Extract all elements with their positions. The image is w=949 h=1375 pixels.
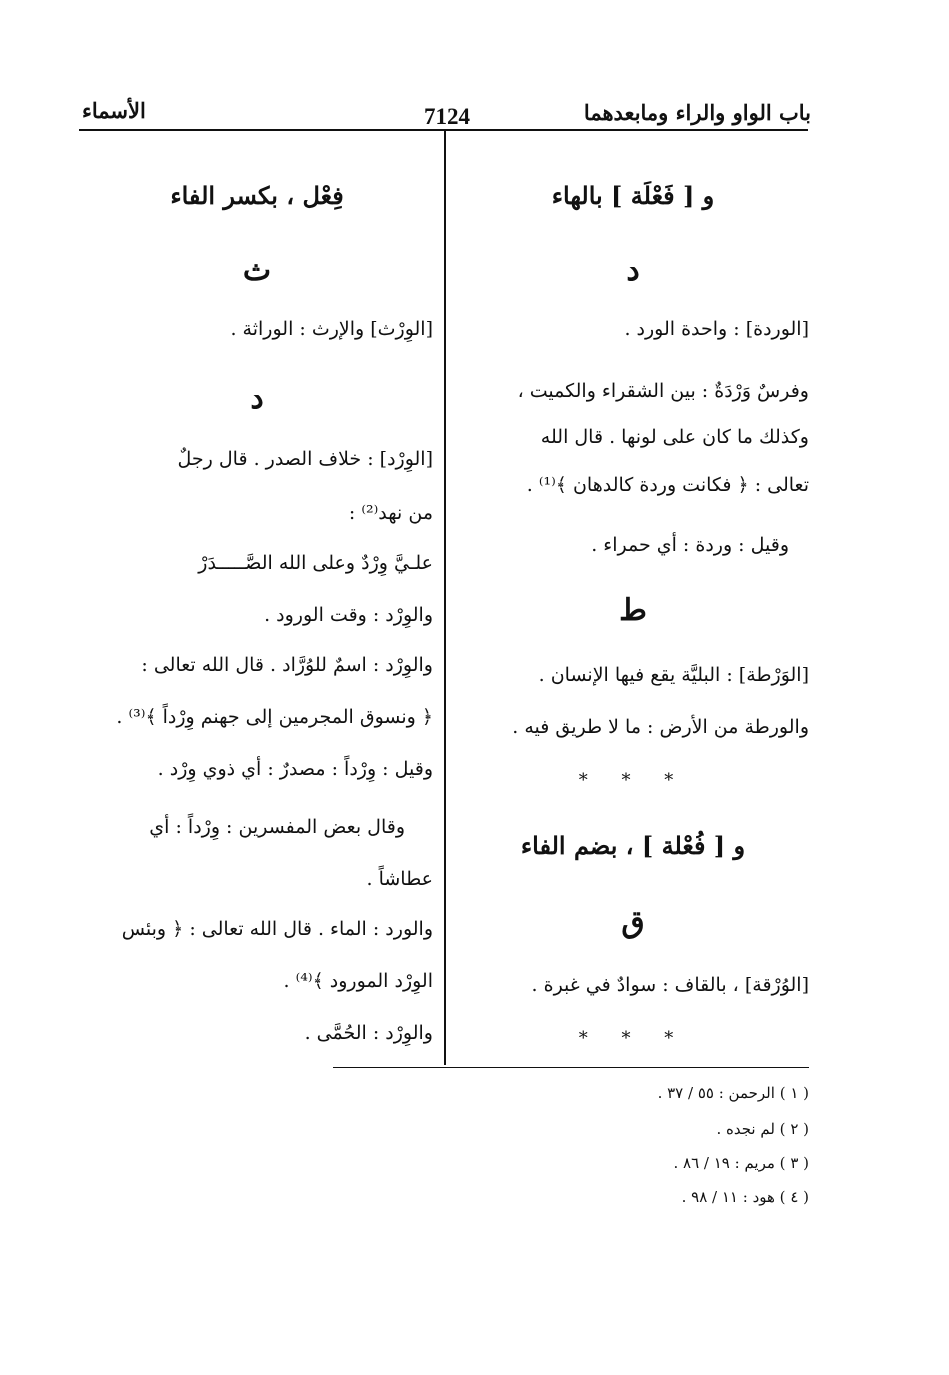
page-number: 7124 (424, 104, 470, 129)
left-heading: فِعْل ، بكسر الفاء (170, 181, 344, 210)
left-line-2: [الوِرْد] : خلاف الصدر . قال رجلٌ (177, 448, 433, 470)
left-line-6: والوِرْد : اسمٌ للوُرَّاد . قال الله تعالى : (141, 654, 433, 676)
right-line-5: وقيل : وردة : أي حمراء . (591, 534, 789, 556)
left-letter-dal: د (250, 381, 264, 416)
left-line-1: [الوِرْث] والإرث : الوراثة . (230, 318, 433, 340)
right-stars-1: * * * (578, 770, 688, 791)
right-line-3: وكذلك ما كان على لونها . قال الله (540, 426, 809, 448)
left-line-8: وقيل : وِرْداً : مصدرٌ : أي ذوي وِرْد . (157, 758, 433, 780)
right-line-4: تعالى : ﴿ فكانت وردة كالدهان ﴾⁽¹⁾ . (526, 474, 809, 496)
chapter-title: باب الواو والراء ومابعدهما (583, 100, 811, 125)
left-column (81, 170, 433, 1060)
right-stars-2: * * * (578, 1028, 688, 1049)
right-column (457, 170, 809, 1060)
right-letter-ta: ط (619, 593, 647, 628)
footnote-2: ( ٢ ) لم نجده . (716, 1120, 809, 1138)
left-line-13: والوِرْد : الحُمَّى . (304, 1022, 433, 1044)
footnote-1: ( ١ ) الرحمن : ٥٥ / ٣٧ . (657, 1084, 809, 1102)
left-verse-line: علـيَّ وِرْدٌ وعلى الله الصَّـــــدَرْ (198, 552, 433, 574)
left-letter-tha: ث (242, 253, 272, 288)
right-letter-dal: د (626, 253, 640, 288)
footnote-4: ( ٤ ) هود : ١١ / ٩٨ . (681, 1188, 809, 1206)
left-line-12: الوِرْد المورود ﴾⁽⁴⁾ . (283, 970, 433, 992)
section-title: الأسماء (82, 98, 146, 123)
left-line-3: من نهد⁽²⁾ : (348, 502, 433, 524)
footnote-rule (333, 1067, 809, 1068)
column-divider (444, 131, 446, 1065)
right-line-8: [الوُرْقة] ، بالقاف : سوادٌ في غبرة . (531, 974, 809, 996)
right-heading-2: و [ فُعْلة ] ، بضم الفاء (520, 831, 746, 860)
left-line-5: والوِرْد : وقت الورود . (264, 604, 433, 626)
right-line-2: وفرسٌ وَرْدَةٌ : بين الشقراء والكميت ، (517, 380, 809, 402)
right-line-1: [الوردة] : واحدة الورد . (624, 318, 809, 340)
footnote-3: ( ٣ ) مريم : ١٩ / ٨٦ . (673, 1154, 809, 1172)
right-letter-qaf: ق (621, 905, 645, 940)
left-line-7: ﴿ ونسوق المجرمين إلى جهنم وِرْداً ﴾⁽³⁾ . (116, 706, 433, 728)
right-line-6: [الوَرْطة] : البليَّة يقع فيها الإنسان . (538, 664, 809, 686)
right-heading-1: و [ فَعْلَة ] بالهاء (551, 181, 715, 210)
right-line-7: والورطة من الأرض : ما لا طريق فيه . (512, 716, 809, 738)
left-line-9: وقال بعض المفسرين : وِرْداً : أي (149, 816, 405, 838)
left-line-11: والورد : الماء . قال الله تعالى : ﴿ وبئس (121, 918, 433, 940)
left-line-10: عطاشاً . (366, 868, 433, 890)
